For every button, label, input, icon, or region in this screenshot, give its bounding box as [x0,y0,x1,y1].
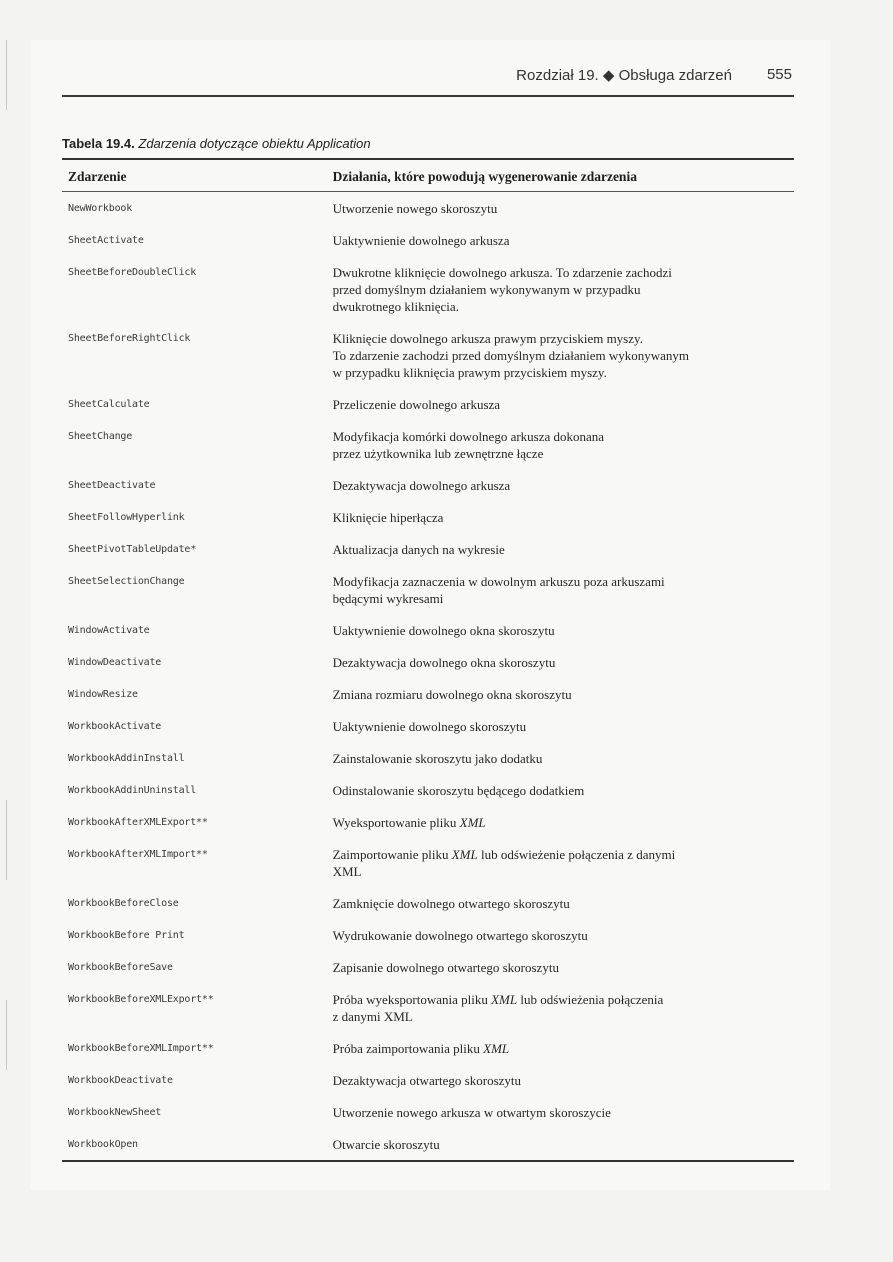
chapter-title: Rozdział 19. ◆ Obsługa zdarzeń [516,67,732,84]
table-row [62,983,794,1032]
event-description: Otwarcie skoroszytu [327,1128,794,1161]
events-table [62,158,794,1162]
table-row [62,533,794,565]
event-description: Zamknięcie dowolnego otwartego skoroszytu [332,896,570,911]
margin-mark [6,1000,7,1070]
event-description: Zapisanie dowolnego otwartego skoroszytu [332,960,559,975]
margin-mark [6,40,7,110]
column-header-event: Zdarzenie [62,159,327,192]
table-row [62,469,794,501]
table-row [62,838,794,887]
event-description: Przeliczenie dowolnego arkusza [332,397,501,412]
table-header [62,159,794,192]
event-name: WorkbookOpen [62,1128,327,1161]
table-row [62,887,794,919]
table-row [62,501,794,533]
event-name: NewWorkbook [68,203,133,214]
event-description: Kliknięcie hiperłącza [332,510,444,525]
event-name: WorkbookBeforeXMLImport** [68,1043,214,1054]
running-head [60,66,792,92]
table-row [62,1064,794,1096]
table-row [62,224,794,256]
event-name: WindowDeactivate [68,657,162,668]
table-row [62,420,794,469]
table-row [62,1032,794,1064]
event-description: Zaimportowanie pliku XML lub odświeżenie połączenia z danymi XML [332,847,676,879]
event-description: Uaktywnienie dowolnego okna skoroszytu [332,623,555,638]
table-row [62,774,794,806]
event-name: WorkbookBeforeXMLExport** [68,994,214,1005]
page-number: 555 [766,66,792,83]
table-row [62,646,794,678]
event-description: Aktualizacja danych na wykresie [332,542,505,557]
table-row [62,1128,794,1161]
table-row [62,919,794,951]
table-row [62,742,794,774]
event-name: WorkbookActivate [68,721,162,732]
table-row [62,565,794,614]
event-name: WorkbookNewSheet [68,1107,162,1118]
event-name: SheetSelectionChange [68,576,185,587]
event-name: SheetBeforeDoubleClick [68,267,197,278]
event-description: Modyfikacja zaznaczenia w dowolnym arkuszu poza arkuszami będącymi wykresami [332,574,665,606]
header-rule [62,95,794,97]
table-row [62,710,794,742]
table-row [62,678,794,710]
table-header-row [62,159,794,192]
event-description: Uaktywnienie dowolnego skoroszytu [332,719,527,734]
event-description: Zmiana rozmiaru dowolnego okna skoroszytu [332,687,572,702]
event-name: SheetActivate [68,235,144,246]
event-description: Próba wyeksportowania pliku XML lub odświeżenia połączenia z danymi XML [332,992,664,1024]
event-name: WorkbookAfterXMLImport** [68,849,208,860]
event-name: SheetCalculate [68,399,150,410]
event-description: Próba zaimportowania pliku XML [332,1041,510,1056]
event-name: SheetChange [68,431,133,442]
event-description: Kliknięcie dowolnego arkusza prawym przyciskiem myszy. To zdarzenie zachodzi przed domyślnym działaniem wykonywanym w przypadku kliknięcia prawym przyciskiem myszy. [332,331,690,380]
event-name: WindowActivate [68,625,150,636]
table-body [62,192,794,1162]
column-header-description: Działania, które powodują wygenerowanie zdarzenia [327,159,794,192]
event-name: WindowResize [68,689,138,700]
event-name: SheetBeforeRightClick [68,333,191,344]
event-name: WorkbookAddinUninstall [68,785,197,796]
event-description: Utworzenie nowego arkusza w otwartym skoroszycie [332,1105,611,1120]
event-name: SheetFollowHyperlink [68,512,185,523]
event-description: Wydrukowanie dowolnego otwartego skoroszytu [332,928,588,943]
event-description: Wyeksportowanie pliku XML [332,815,486,830]
table-row [62,951,794,983]
event-name: WorkbookBeforeSave [68,962,173,973]
event-description: Modyfikacja komórki dowolnego arkusza dokonana przez użytkownika lub zewnętrzne łącze [332,429,605,461]
table-row [62,1096,794,1128]
event-description: Dwukrotne kliknięcie dowolnego arkusza. To zdarzenie zachodzi przed domyślnym działaniem wykonywanym w przypadku dwukrotnego kliknięcia. [332,265,672,314]
event-description: Utworzenie nowego skoroszytu [332,201,498,216]
event-name: WorkbookBeforeClose [68,898,179,909]
table-caption-number: Tabela 19.4. [62,136,135,151]
event-description: Dezaktywacja dowolnego arkusza [332,478,511,493]
event-name: SheetPivotTableUpdate* [68,544,197,555]
event-name: WorkbookAfterXMLExport** [68,817,208,828]
event-description: Dezaktywacja dowolnego okna skoroszytu [332,655,556,670]
table-row [62,322,794,388]
table-row [62,192,794,225]
event-name: SheetDeactivate [68,480,156,491]
event-name: WorkbookAddinInstall [68,753,185,764]
table-row [62,806,794,838]
event-description: Zainstalowanie skoroszytu jako dodatku [332,751,543,766]
event-description: Odinstalowanie skoroszytu będącego dodatkiem [332,783,585,798]
margin-mark [6,800,7,880]
event-description: Uaktywnienie dowolnego arkusza [332,233,510,248]
table-row [62,256,794,322]
event-name: WorkbookDeactivate [68,1075,173,1086]
table-caption [62,136,802,151]
event-description: Dezaktywacja otwartego skoroszytu [332,1073,522,1088]
table-row [62,388,794,420]
event-name: WorkbookBefore Print [68,930,185,941]
table-caption-text: Zdarzenia dotyczące obiektu Application [138,136,371,151]
table-row [62,614,794,646]
